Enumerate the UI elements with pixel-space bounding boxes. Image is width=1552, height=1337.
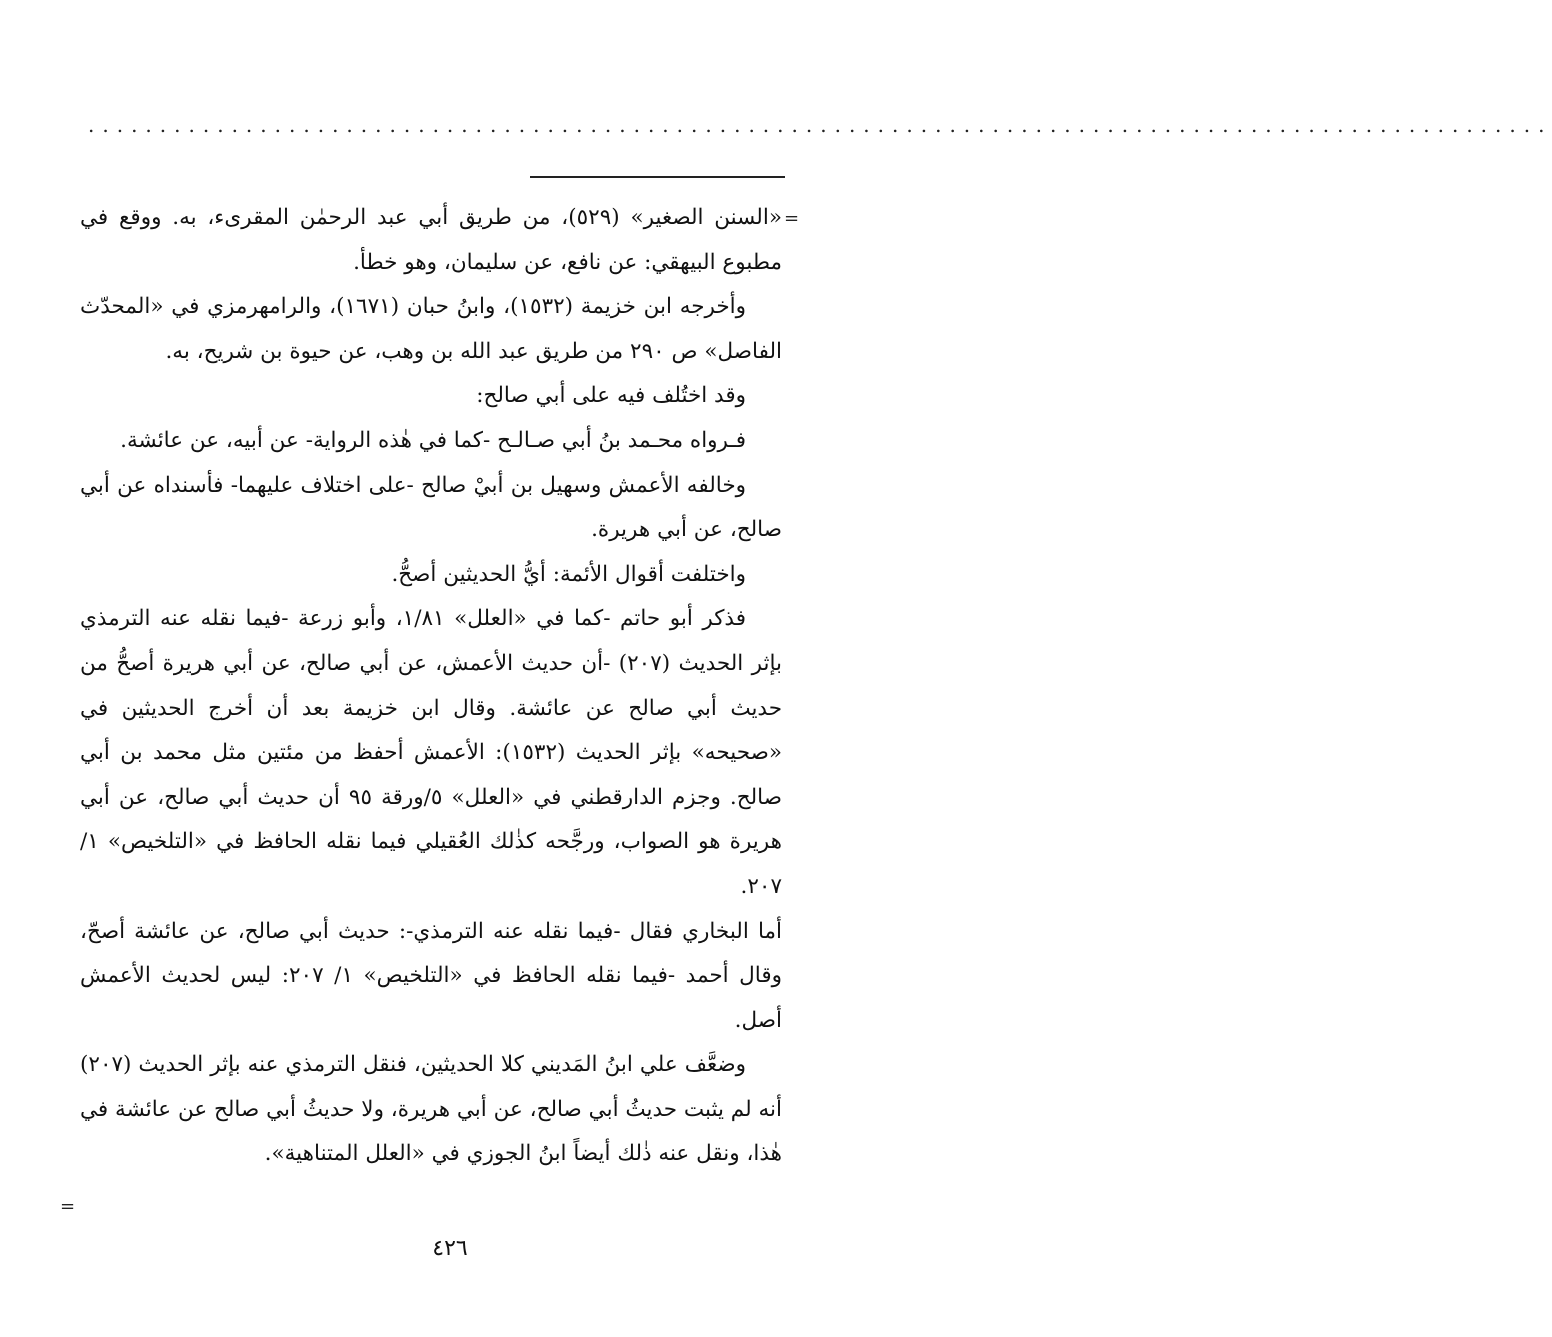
footnote-text bbox=[80, 196, 782, 1177]
paragraph: فـرواه محـمد بنُ أبي صـالـح -كما في هٰذه الرواية- عن أبيه، عن عائشة. bbox=[120, 427, 746, 453]
footnote-rule bbox=[530, 176, 785, 178]
paragraph: وقد اختُلف فيه على أبي صالح: bbox=[476, 383, 746, 409]
paragraph: وضعَّف علي ابنُ المَديني كلا الحديثين، فنقل الترمذي عنه بإثر الحديث (٢٠٧) أنه لم يثبت حديثُ أبي صالح، عن أبي هريرة، ولا حديثُ أبي صالح عن عائشة في هٰذا، ونقل عنه ذٰلك أيضاً ابنُ الجوزي في «العلل المتناهية». bbox=[80, 1052, 782, 1167]
paragraph: فذكر أبو حاتم -كما في «العلل» ١/٨١، وأبو زرعة -فيما نقله عنه الترمذي بإثر الحديث (٢٠٧) -أن حديث الأعمش، عن أبي صالح، عن أبي هريرة أصحُّ من حديث أبي صالح عن عائشة. وقال ابن خزيمة بعد أن أخرج الحديثين في «صحيحه» بإثر الحديث (١٥٣٢): الأعمش أحفظ من مئتين مثل محمد بن أبي صالح. وجزم الدارقطني في «العلل» ٥/ورقة ٩٥ أن حديث أبي صالح، عن أبي هريرة هو الصواب، ورجَّحه كذٰلك العُقيلي فيما نقله الحافظ في «التلخيص» ١/ ٢٠٧. bbox=[80, 606, 782, 899]
paragraph: «السنن الصغير» (٥٢٩)، من طريق أبي عبد الرحمٰن المقرىء، به. ووقع في مطبوع البيهقي: عن نافع، عن سليمان، وهو خطأ. bbox=[80, 205, 782, 275]
page-number: ٤٢٦ bbox=[432, 1236, 468, 1261]
continuation-mark-end: = bbox=[60, 1196, 76, 1217]
paragraph: أما البخاري فقال -فيما نقله عنه الترمذي-: حديث أبي صالح، عن عائشة أصحّ، وقال أحمد -فيما نقله الحافظ في «التلخيص» ١/ ٢٠٧: ليس لحديث الأعمش أصل. bbox=[80, 918, 782, 1033]
continuation-mark-start: = bbox=[784, 208, 800, 229]
dotted-separator: ...................................................................................................... bbox=[88, 113, 1552, 137]
paragraph: واختلفت أقوال الأئمة: أيُّ الحديثين أصحُّ. bbox=[391, 561, 746, 587]
paragraph: وأخرجه ابن خزيمة (١٥٣٢)، وابنُ حبان (١٦٧١)، والرامهرمزي في «المحدّث الفاصل» ص ٢٩٠ من طريق عبد الله بن وهب، عن حيوة بن شريح، به. bbox=[80, 294, 782, 364]
paragraph: وخالفه الأعمش وسهيل بن أبيْ صالح -على اختلاف عليهما- فأسنداه عن أبي صالح، عن أبي هريرة. bbox=[80, 472, 782, 543]
